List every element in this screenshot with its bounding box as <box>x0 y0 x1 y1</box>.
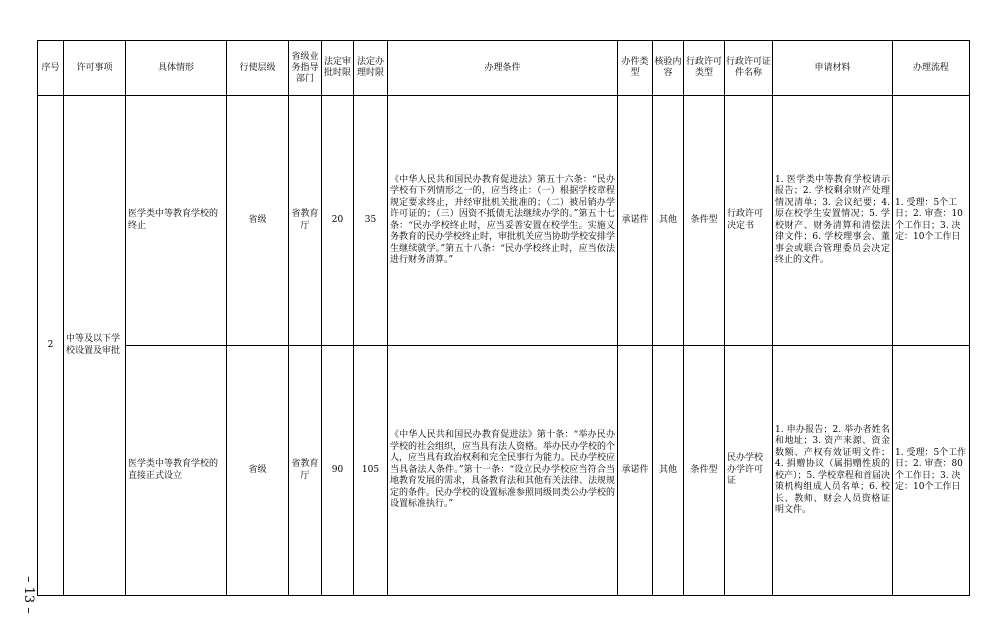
seq-cell: 2 <box>38 96 64 596</box>
level-cell: 省级 <box>227 346 289 596</box>
header-verify: 核验内容 <box>653 41 684 96</box>
verify-cell: 其他 <box>653 346 684 596</box>
header-admin-type: 行政许可类型 <box>684 41 725 96</box>
verify-cell: 其他 <box>653 96 684 346</box>
dept-cell: 省教育厅 <box>289 346 322 596</box>
header-legal-limit: 法定审批时限 <box>322 41 354 96</box>
header-situation: 具体情形 <box>126 41 227 96</box>
conditions-cell: 《中华人民共和国民办教育促进法》第五十六条：“民办学校有下列情形之一的，应当终止：（一）根据学校章程规定要求终止，并经审批机关批准的；（二）被吊销办学许可证的；（三）因资不抵债无法继续办学的。”第五十七条：“民办学校终止时，应当妥善安置在校学生。实施义务教育的民办学校终止时，审批机关应当协助学校安排学生继续就学。”第五十八条：“民办学校终止时，应当依法进行财务清算。” <box>388 96 618 346</box>
admin-type-cell: 条件型 <box>684 346 725 596</box>
header-type: 办件类型 <box>618 41 653 96</box>
admin-type-cell: 条件型 <box>684 96 725 346</box>
materials-cell: 1. 申办报告；2. 举办者姓名和地址；3. 资产来源、资金数额、产权有效证明文件；4. 捐赠协议（属捐赠性质的校产）；5. 学校章程和首届决策机构组成人员名单；6. 校长、教师、财会人员资格证明文件。 <box>773 346 893 596</box>
process-cell: 1. 受理：5个工日；2. 审查：10个工作日；3. 决定：10个工作日 <box>893 96 970 346</box>
header-dept: 省级业务指导部门 <box>289 41 322 96</box>
header-item: 许可事项 <box>64 41 126 96</box>
process-cell: 1. 受理：5个工作日；2. 审查：80个工作日；3. 决定：10个工作日 <box>893 346 970 596</box>
header-materials: 申请材料 <box>773 41 893 96</box>
item-cell: 中等及以下学校设置及审批 <box>64 96 126 596</box>
type-cell: 承诺件 <box>618 346 653 596</box>
handle-limit-cell: 35 <box>354 96 388 346</box>
cert-name-cell: 行政许可决定书 <box>725 96 773 346</box>
legal-limit-cell: 90 <box>322 346 354 596</box>
materials-cell: 1. 医学类中等教育学校请示报告；2. 学校剩余财产处理情况清单；3. 会议纪要；4. 原在校学生安置情况；5. 学校财产、财务清算和清偿法律文件；6. 学校理事会、董事会或联合管理委员会决定终止的文件。 <box>773 96 893 346</box>
licensing-table <box>37 40 970 596</box>
situation-cell: 医学类中等教育学校的终止 <box>126 96 227 346</box>
header-process: 办理流程 <box>893 41 970 96</box>
header-row <box>38 41 970 96</box>
page-number: – 13 – <box>21 576 36 614</box>
header-seq: 序号 <box>38 41 64 96</box>
header-level: 行使层级 <box>227 41 289 96</box>
dept-cell: 省教育厅 <box>289 96 322 346</box>
table-row <box>38 346 970 596</box>
level-cell: 省级 <box>227 96 289 346</box>
type-cell: 承诺件 <box>618 96 653 346</box>
handle-limit-cell: 105 <box>354 346 388 596</box>
header-conditions: 办理条件 <box>388 41 618 96</box>
situation-cell: 医学类中等教育学校的直接正式设立 <box>126 346 227 596</box>
legal-limit-cell: 20 <box>322 96 354 346</box>
cert-name-cell: 民办学校办学许可证 <box>725 346 773 596</box>
table-row <box>38 96 970 346</box>
conditions-cell: 《中华人民共和国民办教育促进法》第十条：“举办民办学校的社会组织，应当具有法人资格。举办民办学校的个人，应当具有政治权利和完全民事行为能力。民办学校应当具备法人条件。”第十一条：“设立民办学校应当符合当地教育发展的需求，具备教育法和其他有关法律、法规规定的条件。民办学校的设置标准参照同级同类公办学校的设置标准执行。” <box>388 346 618 596</box>
header-cert-name: 行政许可证件名称 <box>725 41 773 96</box>
header-handle-limit: 法定办理时限 <box>354 41 388 96</box>
